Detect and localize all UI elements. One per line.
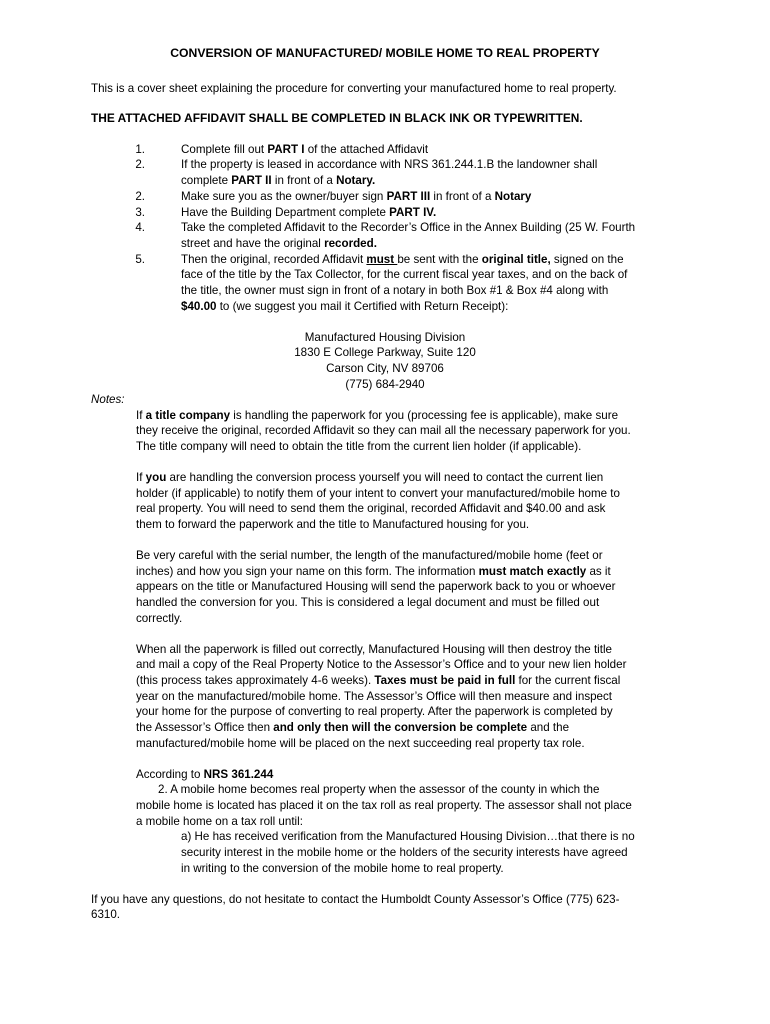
document-title: CONVERSION OF MANUFACTURED/ MOBILE HOME TO REAL PROPERTY [170,46,600,60]
closing-line: 6310. [91,908,121,921]
intro-text: This is a cover sheet explaining the procedure for converting your manufactured home to real property. [91,82,617,95]
step-number: 2. [135,190,145,203]
step-line: the title, the owner must sign in front of a notary in both Box #1 & Box #4 along with [181,284,609,297]
step-line: $40.00 to (we suggest you mail it Certified with Return Receipt): [181,300,509,313]
notes-line: correctly. [136,612,183,625]
notes-line: handled the conversion for you. This is considered a legal document and must be filled out [136,596,600,609]
notes-line: the Assessor’s Office then and only then will the conversion be complete and the [136,721,570,734]
ink-notice: THE ATTACHED AFFIDAVIT SHALL BE COMPLETED IN BLACK INK OR TYPEWRITTEN. [91,111,583,125]
notes-line: and mail a copy of the Real Property Notice to the Assessor’s Office and to your new lien holder [136,658,627,671]
nrs-line: mobile home is located has placed it on the tax roll as real property. The assessor shall not place [136,799,632,812]
step-line: If the property is leased in accordance with NRS 361.244.1.B the landowner shall [181,158,598,171]
notes-line: manufactured/mobile home will be placed on the next succeeding real property tax role. [136,737,585,750]
step-number: 3. [135,206,145,219]
notes-label: Notes: [91,393,125,406]
step-line: street and have the original recorded. [181,237,377,250]
address-line: Carson City, NV 89706 [326,362,444,375]
step-number: 5. [135,253,145,266]
step-line: Take the completed Affidavit to the Recorder’s Office in the Annex Building (25 W. Fourth [181,221,636,234]
step-number: 4. [135,221,145,234]
address-line: (775) 684-2940 [345,378,425,391]
notes-line: they receive the original, recorded Affidavit so they can mail all the necessary paperwork for you. [136,424,631,437]
nrs-subline: security interest in the mobile home or the holders of the security interests have agreed [181,846,628,859]
step-line: Make sure you as the owner/buyer sign PART III in front of a Notary [181,190,532,203]
notes-line: real property. You will need to send them the original, recorded Affidavit and $40.00 and ask [136,502,606,515]
step-number: 1. [135,143,145,156]
notes-line: year on the manufactured/mobile home. The Assessor’s Office will then measure and inspect [136,690,613,703]
nrs-heading: According to NRS 361.244 [136,768,274,781]
step-line: Complete fill out PART I of the attached Affidavit [181,143,429,156]
notes-line: If a title company is handling the paperwork for you (processing fee is applicable), make sure [136,409,619,422]
nrs-line: a mobile home on a tax roll until: [136,815,303,828]
nrs-subline: in writing to the conversion of the mobile home to real property. [181,862,504,875]
notes-line: appears on the title or Manufactured Housing will send the paperwork back to you or whoever [136,580,616,593]
notes-line: (this process takes approximately 4-6 weeks). Taxes must be paid in full for the current fiscal [136,674,621,687]
notes-line: If you are handling the conversion process yourself you will need to contact the current lien [136,471,604,484]
nrs-line: 2. A mobile home becomes real property when the assessor of the county in which the [158,783,600,796]
notes-line: your home for the purpose of converting to real property. After the paperwork is completed by [136,705,613,718]
address-line: Manufactured Housing Division [304,331,466,344]
notes-line: The title company will need to obtain the title from the current lien holder (if applicable). [136,440,582,453]
address-line: 1830 E College Parkway, Suite 120 [294,346,476,359]
step-number: 2. [135,158,145,171]
step-line: Have the Building Department complete PART IV. [181,206,437,219]
notes-line: inches) and how you sign your name on this form. The information must match exactly as it [136,565,611,578]
step-line: complete PART II in front of a Notary. [181,174,376,187]
notes-line: holder (if applicable) to notify them of your intent to convert your manufactured/mobile home to [136,487,620,500]
step-line: Then the original, recorded Affidavit must be sent with the original title, signed on the [181,253,624,266]
step-line: face of the title by the Tax Collector, for the current fiscal year taxes, and on the back of [181,268,628,281]
notes-line: them to forward the paperwork and the title to Manufactured housing for you. [136,518,530,531]
nrs-subline: a) He has received verification from the Manufactured Housing Division…that there is no [181,830,635,843]
notes-line: When all the paperwork is filled out correctly, Manufactured Housing will then destroy the title [136,643,612,656]
notes-line: Be very careful with the serial number, the length of the manufactured/mobile home (feet or [136,549,603,562]
closing-line: If you have any questions, do not hesitate to contact the Humboldt County Assessor’s Office (775) 623- [91,893,620,906]
